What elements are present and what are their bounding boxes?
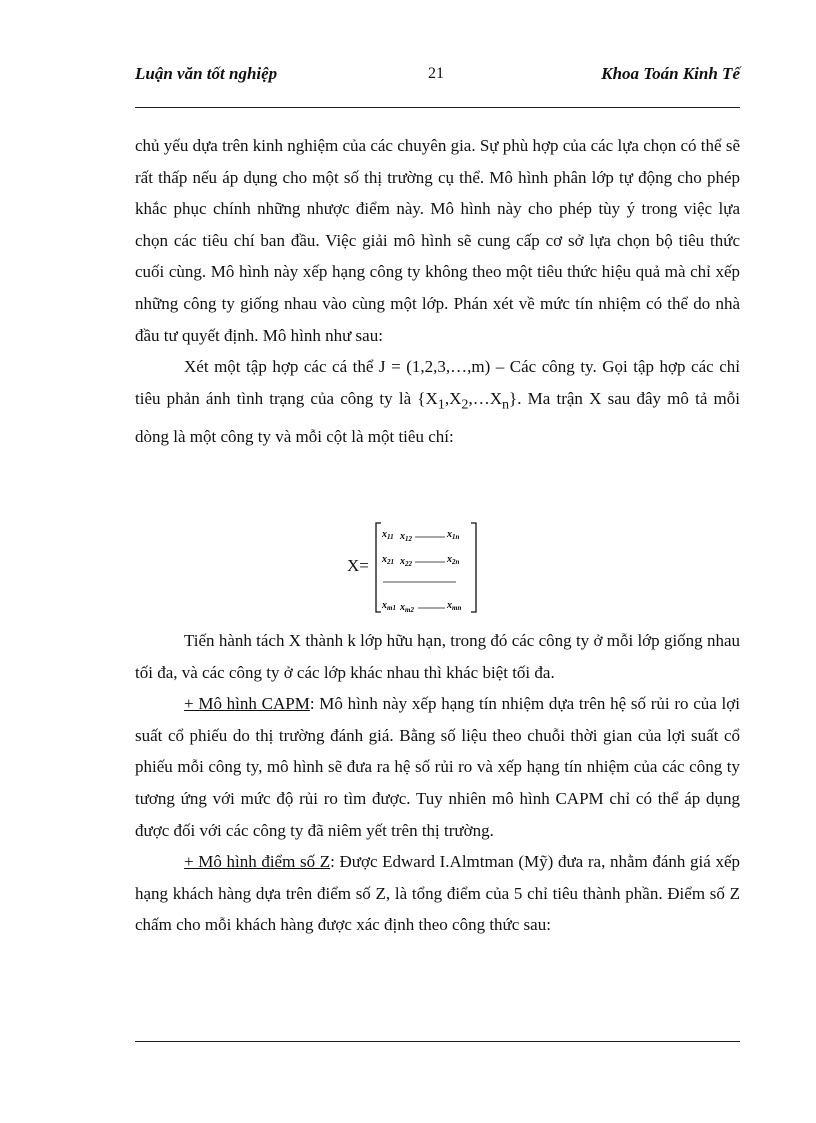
- paragraph-capm: [135, 688, 740, 846]
- paragraph-text: : Được Edward I.Almtman (Mỹ) đưa ra, nhằm đánh giá xếp hạng khách hàng dựa trên điểm số Z, là tổng điểm của 5 chỉ tiêu thành phần. Điểm số Z chấm cho mỗi khách hàng được xác định theo công thức sau:: [135, 852, 740, 935]
- header-thesis-title: Luận văn tốt nghiệp: [135, 64, 278, 83]
- matrix-cell: $x_{m1}$: [382, 600, 396, 612]
- matrix-cell: $x_{1n}$: [447, 529, 460, 541]
- matrix-cell: $x_{22}$: [400, 556, 412, 568]
- matrix-body: [373, 520, 483, 615]
- matrix-cell: $x_{12}$: [400, 531, 412, 543]
- matrix-cell: $x_{mn}$: [447, 600, 462, 612]
- matrix-left-bracket: [376, 523, 381, 612]
- footer-rule: [135, 1041, 740, 1042]
- matrix-x: [347, 520, 487, 615]
- matrix-cell: $x_{21}$: [382, 554, 394, 566]
- paragraph: chủ yếu dựa trên kinh nghiệm của các chuyên gia. Sự phù hợp của các lựa chọn có thể sẽ rất thấp nếu áp dụng cho một số thị trường cụ thể. Mô hình phân lớp tự động cho phép khắc phục chính những nhược điểm này. Mô hình này cho phép tùy ý trong việc lựa chọn các tiêu chí ban đầu. Việc giải mô hình sẽ cung cấp cơ sở lựa chọn bộ tiêu thức cuối cùng. Mô hình này xếp hạng công ty không theo một tiêu thức hiệu quả mà chỉ xếp những công ty giống nhau vào cùng một lớp. Phán xét về mức tín nhiệm có thể do nhà đầu tư quyết định. Mô hình như sau:: [135, 136, 740, 345]
- page-number: 21: [428, 65, 444, 82]
- header-rule: [135, 107, 740, 108]
- matrix-cell: $x_{m2}$: [400, 602, 414, 614]
- body-text-top: [135, 130, 740, 452]
- paragraph-text: : Mô hình này xếp hạng tín nhiệm dựa trên hệ số rủi ro của lợi suất cổ phiếu do thị trường đánh giá. Bằng số liệu theo chuỗi thời gian của lợi suất cổ phiếu mỗi công ty, mô hình sẽ đưa ra hệ số rủi ro và xếp hạng tín nhiệm của các công ty tương ứng với mức độ rủi ro tìm được. Tuy nhiên mô hình CAPM chỉ có thể áp dụng được đối với các công ty đã niêm yết trên thị trường.: [135, 694, 740, 840]
- header-faculty: Khoa Toán Kinh Tế: [601, 64, 740, 83]
- matrix-cell: $x_{11}$: [382, 529, 394, 541]
- heading-zscore: + Mô hình điểm số Z: [184, 852, 331, 872]
- matrix-cell: $x_{2n}$: [447, 554, 460, 566]
- paragraph: Xét một tập hợp các cá thể J = (1,2,3,…,m) – Các công ty. Gọi tập hợp các chỉ tiêu phản ánh tình trạng của công ty là $\{X_1,X_2,\dots X_n\}$. Ma trận X sau đây mô tả mỗi dòng là một công ty và mỗi cột là một tiêu chí:: [135, 357, 740, 446]
- paragraph-zscore: [135, 846, 740, 941]
- matrix-right-bracket: [471, 523, 476, 612]
- heading-capm: + Mô hình CAPM: [184, 694, 310, 714]
- matrix-label: X=: [347, 556, 369, 575]
- page-header: [135, 62, 740, 92]
- paragraph: Tiến hành tách X thành k lớp hữu hạn, trong đó các công ty ở mỗi lớp giống nhau tối đa, và các công ty ở các lớp khác nhau thì khác biệt tối đa.: [135, 631, 740, 682]
- body-text-bottom: [135, 625, 740, 941]
